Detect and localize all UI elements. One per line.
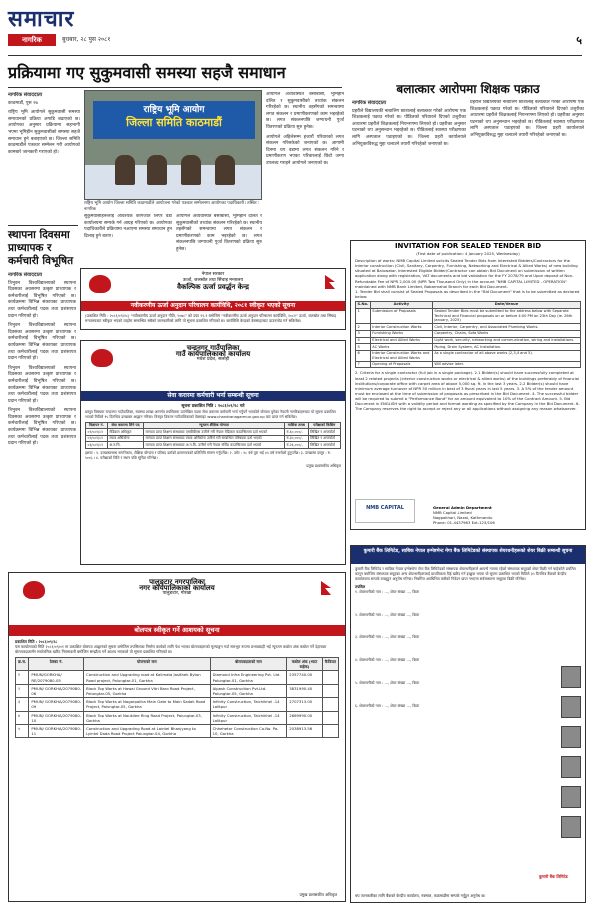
photo-banner-line-1: राष्ट्रिय भूमि आयोग [143, 105, 205, 115]
palungtar-title: बोलपत्र स्वीकृत गर्ने आशयको सूचना [9, 625, 345, 636]
table-cell [322, 671, 338, 684]
palungtar-gov: पालुङटार नगरपालिका [149, 578, 205, 586]
table-header-cell: क्र.स. [16, 658, 29, 671]
main-story-text-4: आयोगले अहिलेसम्म हजारौं परिवारको लगत संकलन गरिसकेको जनाएको छ। आगामी दिनमा थप वडामा लगत संकलन गरिने र प्रमाणीकरण भएका परिवारलाई छिटो जग्गा उपलब्ध गराइने आयोगले जनाएको छ। [266, 134, 344, 166]
table-cell: Black Top Works at Hawai Ground Vitri Baro Road Project, Palungtar-05, Gorkha [84, 684, 210, 697]
aepc-org: वैकल्पिक ऊर्जा प्रवर्द्धन केन्द्र [177, 283, 249, 291]
side-story-text-3: त्रिभुवन विश्वविद्यालयको स्थापना दिवसका अवसरमा उत्कृष्ट प्राध्यापक र कर्मचारीलाई विभूषित गरिएको छ। कार्यक्रममा विभिन्न संकायका प्राध्यापक तथा कर्मचारीलाई पदक तथा प्रशंसापत्र प्रदान गरिएको हो। [8, 365, 76, 404]
table-cell: 3 [356, 330, 371, 337]
right-story-text: प्रहरीले विद्यालयकी नाबालिग छात्रालाई बलात्कार गरेको आरोपमा एक शिक्षकलाई पक्राउ गरेको छ। पीडितको परिवारले दिएको उजुरीका आधारमा प्रहरीले शिक्षकलाई नियन्त्रणमा लिएको हो। प्रहरीका अनुसार घटनाको थप अनुसन्धान भइरहेको छ। पीडितलाई स्वास्थ्य परीक्षणका लागि अस्पताल पठाइएको छ। जिल्ला प्रहरी कार्यालयले अभियुक्तविरुद्ध मुद्दा चलाउने तयारी गरिरहेको जनाएको छ। [352, 108, 466, 147]
table-cell: मान्यता प्राप्त शिक्षण संस्थाबाट ल्याब असिस्टेन्ट उत्तीर्ण गरी सम्बन्धित परिषदमा दर्ता भएको [144, 435, 285, 442]
side-story-byline: नागरिक संवाददाता [8, 272, 43, 278]
table-row [356, 337, 581, 344]
table-row [16, 671, 339, 684]
table-row [356, 361, 581, 368]
tender-contact [433, 505, 495, 525]
seller-item: ३. शेयरधनीको नाम : ..., शेयर संख्या ..., किता [355, 635, 420, 640]
table-cell: PMUN/ GORKHA/2079080-10 [29, 711, 84, 724]
table-cell: ४ [16, 711, 29, 724]
table-cell: Submission of Proposals [370, 308, 432, 324]
kumari-bank-body [355, 567, 581, 727]
nmb-capital-logo: NMB CAPITAL [355, 499, 415, 523]
table-cell: Piping, Drain System, AC Installation. [432, 344, 580, 351]
photo-table [85, 165, 262, 199]
nepal-emblem-icon [91, 349, 113, 367]
kumari-bank-notice [350, 545, 586, 903]
table-cell: 2357740.00 [287, 671, 323, 684]
table-header-cell: S.No. [357, 302, 369, 307]
side-story-headline: स्थापना दिवसमा प्राध्यापक र कर्मचारी विभूषित [8, 229, 74, 267]
side-story-body [8, 272, 76, 564]
side-story-text: त्रिभुवन विश्वविद्यालयको स्थापना दिवसका अवसरमा उत्कृष्ट प्राध्यापक र कर्मचारीलाई विभूषित गरिएको छ। कार्यक्रममा विभिन्न संकायका प्राध्यापक तथा कर्मचारीलाई पदक तथा प्रशंसापत्र प्रदान गरिएको हो। [8, 280, 76, 319]
right-story-column-2 [470, 100, 584, 232]
shareholder-photo [561, 696, 581, 718]
aepc-ministry: ऊर्जा, जलस्रोत तथा सिंचाइ मन्त्रालय [182, 278, 244, 283]
right-story-byline: नागरिक संवाददाता [352, 100, 387, 106]
table-cell: Opening of Proposals [370, 361, 432, 368]
section-label: नागरिक [8, 34, 56, 46]
table-cell: Infinity Construction, Talchikhel -14 Lalitpur [210, 711, 287, 724]
table-cell: Interior Construction Works [370, 324, 432, 331]
table-row [356, 350, 581, 361]
table-header-cell: ठेक्का नं. [29, 658, 84, 671]
table-row [356, 344, 581, 351]
table-row [16, 684, 339, 697]
main-story-column-1 [8, 92, 80, 220]
table-header-cell: मासिक तलब [284, 422, 308, 429]
chandranagar-notes: द्रष्टव्य : १. दरखास्तसाथ नागरिकता, शैक्षिक योग्यता र परिषद दर्ताको प्रमाणपत्रको प्रतिलिपि संलग्न गर्नुपर्नेछ। २. उमेर : १८ वर्ष पूरा भई ४५ वर्ष ननाघेको हुनुपर्नेछ। ३. दरखास्त दस्तुर : रु. ५००/-। ४. परीक्षाको मिति र स्थान पछि सूचित गरिनेछ। [85, 450, 332, 460]
shareholder-photo [561, 816, 581, 838]
table-header-cell: Date/Venue [432, 301, 580, 308]
table-row [356, 330, 581, 337]
page-number: ५ [576, 34, 582, 47]
table-cell: Construction and Upgrading road at Kalimata Jasithek Byton Road project, Palungtar-01, Gorkha [84, 671, 210, 684]
table-cell: रु.३०,०००/- [284, 435, 308, 442]
seller-list [355, 590, 581, 709]
photo-person [181, 155, 201, 185]
photo-person [115, 155, 135, 185]
table-row [16, 698, 339, 711]
table-header-cell: न्यूनतम शैक्षिक योग्यता [144, 422, 285, 429]
table-cell: ल्याब असिस्टेन्ट [107, 435, 143, 442]
table-header-cell: विज्ञापन नं. [86, 422, 108, 429]
table-cell: १ [16, 671, 29, 684]
table-cell: 1 [356, 308, 371, 324]
table-cell: Will advise later. [432, 361, 580, 368]
side-story-text-2: त्रिभुवन विश्वविद्यालयको स्थापना दिवसका अवसरमा उत्कृष्ट प्राध्यापक र कर्मचारीलाई विभूषित गरिएको छ। कार्यक्रममा विभिन्न संकायका प्राध्यापक तथा कर्मचारीलाई पदक तथा प्रशंसापत्र प्रदान गरिएको हो। [8, 323, 76, 362]
table-cell: PMUN/ GORKHA/2079080-06 [29, 684, 84, 697]
main-story-text-2: आयोगले अव्यवस्थित बसोबासी, भूमिहीन दलित र सुकुमवासीको तथ्यांक संकलन गरिरहेको छ। स्थानीय तहसँगको समन्वयमा लगत संकलन र प्रमाणीकरणको काम भइरहेको छ। लगत संकलनपछि जग्गाधनी पुर्जा वितरणको प्रक्रिया सुरु हुनेछ। [266, 92, 344, 130]
aepc-title: नवीकरणीय ऊर्जा अनुदान परिचालन कार्यविधि, २०८१ स्वीकृत भएको सूचना [81, 301, 345, 311]
table-cell: Construction and Upgrading Road at Laintel Bhanjyang to Lyintel Dada Road Project Palungtar-04, Gorkha [84, 725, 210, 738]
palungtar-intro: यस कार्यालयको मिति २०८१/०९/०१ मा प्रकाशित बोलपत्र आह्वानको सूचना बमोजिम तपसिलका निर्माण कार्यको लागि पेश भएका बोलपत्रहरूको मूल्याङ्कन गर्दा सारभूत रूपमा प्रभावग्राही भई न्यूनतम कबोल अंक कबोल गर्ने देहायका बोलपत्रदातासँग सार्वजनिक खरिद नियमावली बमोजिम सम्झौता गर्ने आशय भएकाले यो सूचना प्रकाशित गरिएको छ। [15, 644, 327, 654]
table-cell: लिखित र अन्तर्वार्ता [308, 442, 340, 449]
nepal-emblem-icon [89, 275, 111, 293]
table-cell: २ [16, 684, 29, 697]
tender-publication-date: (First date of publication: 4 January 2025, Wednesday) [416, 251, 520, 257]
table-header-cell: कैफियत [322, 658, 338, 671]
tender-phone: Phone: 01-4437963 Ext-123/106 [433, 520, 495, 525]
table-header-cell: Activity [370, 301, 432, 308]
photo-caption: राष्ट्रिय भूमि आयोग जिल्ला समिति काठमाडौंले आयोजना गरेको पत्रकार सम्मेलनमा आयोगका पदाधिकारी। तस्बिर : नागरिक [84, 201, 260, 212]
shareholder-photo [561, 726, 581, 748]
table-cell: As a single contractor of all above works (2,3,4 and 5). [432, 350, 580, 361]
tender-schedule-table [355, 301, 581, 369]
palungtar-signature: प्रमुख प्रशासकीय अधिकृत [299, 892, 337, 897]
table-cell: Interior Construction Works and Electrical and Allied Works [370, 350, 432, 361]
table-cell: मान्यता प्राप्त शिक्षण संस्थाबाट अ.न.मि. उत्तीर्ण गरी नेपाल नर्सिङ काउन्सिलमा दर्ता भएको [144, 442, 285, 449]
table-cell: लिखित र अन्तर्वार्ता [308, 435, 340, 442]
table-cell: Diamond Infra Engineering Pvt. Ltd. Palungtar-01, Gorkha [210, 671, 287, 684]
chandranagar-title: सेवा करारमा कर्मचारी भर्ना सम्बन्धी सूचना [81, 391, 345, 401]
shareholder-photo [561, 756, 581, 778]
table-cell: PMUN/ GORKHA/2079080-11 [29, 725, 84, 738]
divider [8, 225, 78, 226]
table-cell: PMUN/GORKHA/ RE/2079080-05 [29, 671, 84, 684]
masthead [8, 6, 582, 56]
aepc-text: "नवीकरणीय ऊर्जा अनुदान नीति, २०७८" को दफा ११.१ बमोजिम "नवीकरणीय ऊर्जा अनुदान परिचालन कार्यविधि, २०८१" ऊर्जा, जलस्रोत तथा सिंचाइ मन्त्रालयबाट स्वीकृत भएको व्यहोरा सम्बन्धित सबैको जानकारीको लागि यो सूचना प्रकाशित गरिएको छ। कार्यविधि केन्द्रको वेबसाइटबाट डाउनलोड गर्न सकिनेछ। [85, 313, 337, 323]
seller-item: ५. शेयरधनीको नाम : ..., शेयर संख्या ..., किता [355, 681, 420, 686]
table-row [86, 435, 341, 442]
table-cell: Light work, security, networking and communication, wiring and installations. [432, 337, 580, 344]
table-cell [322, 725, 338, 738]
tender-contact-dept: General Admin Department [433, 505, 492, 510]
main-story-text-1: राष्ट्रिय भूमि आयोगले सुकुमवासी समस्या समाधानको प्रक्रिया अगाडि बढाएको छ। आयोगका अनुसार प्रक्रियामा सहभागी भएमा भूमिहीन सुकुमवासीको समस्या सहजै समाधान हुने बताइएको छ। जिल्ला समिति काठमाडौंले पत्रकार सम्मेलन गरी आयोगको कामबारे जानकारी गराएको हो। [8, 110, 80, 155]
table-row [16, 711, 339, 724]
table-header-cell: योजनाको नाम [84, 658, 210, 671]
palungtar-body [15, 639, 339, 738]
table-cell: 3831990.40 [287, 684, 323, 697]
main-story-column-4 [176, 214, 262, 264]
issue-date: बुधबार, २८ पुस २०८१ [62, 36, 111, 43]
table-cell: Black Top Works at Naukilee Ring Road Project, Palungtar-03, Gorkha [84, 711, 210, 724]
table-cell: रु.६०,०००/- [284, 429, 308, 436]
vacancy-table [85, 422, 341, 449]
palungtar-address: पालुङटार, गोरखा [162, 591, 192, 596]
shareholder-photo [561, 666, 581, 688]
main-story-text-3: सुकुमवासीहरूलाई आवश्यक कागजात लिएर वडा कार्यालयमा सम्पर्क गर्न आग्रह गरिएको छ। आयोगका पदाधिकारीले प्रक्रियामा नआएमा समस्या समाधान हुन ढिलाइ हुने बताए। [84, 214, 172, 239]
table-cell: 5 [356, 344, 371, 351]
seller-item: १. शेयरधनीको नाम : ..., शेयर संख्या ..., किता [355, 589, 420, 594]
bid-award-table [15, 657, 339, 738]
table-cell: Infinity Construction, Talchikhel -14 Lalitpur [210, 698, 287, 711]
seller-item: ६. शेयरधनीको नाम : ..., शेयर संख्या ..., किता [355, 704, 420, 709]
kumari-bank-text: कुमारी बैंक लिमिटेड र साबिक नेपाल इन्भेष्टमेन्ट मेगा बैंक लिमिटेडको संस्थापक शेयरधनीहरूले आफ्नो नाममा रहेको संस्थापक समूहको शेयर बिक्री गर्न चाहेकोले प्रचलित कानून बमोजिम संस्थापक समूहका अन्य शेयरधनीहरूलाई प्राथमिकता दिई खरिद गर्न इच्छुक भएमा यो सूचना प्रकाशित भएको मितिले ३५ दिनभित्र बैंकको केन्द्रीय कार्यालयमा सम्पर्क राख्नुहुन अनुरोध गरिन्छ। निर्धारित अवधिभित्र कसैको निवेदन प्राप्त नभएमा सर्वसाधारण समूहमा बिक्री गरिनेछ। [355, 567, 576, 581]
table-cell: अ.न.मि. [107, 442, 143, 449]
kumari-bank-logo: कुमारी बैंक लिमिटेड [539, 874, 568, 879]
table-cell: 2038913.56 [287, 725, 323, 738]
table-cell: रु.२६,०००/- [284, 442, 308, 449]
table-header-cell: बोलपत्रदाताको नाम [210, 658, 287, 671]
table-cell: 7 [356, 361, 371, 368]
chandranagar-office: गाउँ कार्यपालिकाको कार्यालय [175, 350, 251, 358]
chandranagar-header [81, 341, 345, 363]
table-cell: ०१/०८१/८२ [86, 429, 108, 436]
table-cell: ५ [16, 725, 29, 738]
right-story-column-1 [352, 100, 466, 232]
photo-person [215, 155, 235, 185]
palungtar-notice [8, 572, 346, 902]
table-header-cell: कबोल अंक (भ्याट बाहेक) [287, 658, 323, 671]
chandranagar-gov: चन्द्रनगर गाउँपालिका [186, 344, 240, 352]
main-headline: प्रक्रियामा गए सुकुमवासी समस्या सहजै समाधान [8, 62, 342, 88]
main-story-dateline: काठमाडौं, पुस २७ [8, 100, 38, 106]
aepc-pubdate: (प्रकाशित मिति : २०८१/०९/२८) [85, 313, 130, 318]
table-header-cell: परीक्षाको किसिम [308, 422, 340, 429]
tender-address: Nagpokhari, Naxal, Kathmandu [433, 515, 493, 520]
table-cell: 2 [356, 324, 371, 331]
chandranagar-signature: प्रमुख प्रशासकीय अधिकृत [306, 463, 341, 468]
aepc-header [81, 269, 345, 290]
right-story-text-2: प्रहरीले विद्यालयकी नाबालिग छात्रालाई बलात्कार गरेको आरोपमा एक शिक्षकलाई पक्राउ गरेको छ। पीडितको परिवारले दिएको उजुरीका आधारमा प्रहरीले शिक्षकलाई नियन्त्रणमा लिएको हो। प्रहरीका अनुसार घटनाको थप अनुसन्धान भइरहेको छ। पीडितलाई स्वास्थ्य परीक्षणका लागि अस्पताल पठाइएको छ। जिल्ला प्रहरी कार्यालयले अभियुक्तविरुद्ध मुद्दा चलाउने तयारी गरिरहेको जनाएको छ। [470, 100, 584, 138]
table-cell: ३ [16, 698, 29, 711]
table-cell [322, 684, 338, 697]
table-cell: ०३/०८१/८२ [86, 442, 108, 449]
table-cell: PMUN/ GORKHA/2079080-09 [29, 698, 84, 711]
table-cell: Sealed Tender Bids must be submitted to the address below with Separate Technical and Financial proposals on or before 4:00 PM on 23th Day (ie. 26th January, 2025) [432, 308, 580, 324]
table-cell: मेडिकल अधिकृत [107, 429, 143, 436]
palungtar-header [9, 573, 345, 597]
table-cell: 2707313.00 [287, 698, 323, 711]
sealed-tender-notice [350, 240, 586, 530]
table-cell: Furnishing Works [370, 330, 432, 337]
shareholder-photo [561, 786, 581, 808]
table-cell: लिखित र अन्तर्वार्ता [308, 429, 340, 436]
table-cell: AC Works [370, 344, 432, 351]
press-conference-photo [84, 90, 262, 200]
table-cell [322, 711, 338, 724]
table-row [356, 308, 581, 324]
palungtar-pubdate: प्रकाशित मिति : २०८१/०९/२८ [15, 639, 58, 644]
table-row [16, 725, 339, 738]
table-cell: Black Top Works at Nagarpalika Main Gate to Main Sadak Road Project, Palungtar-05, Gorkha [84, 698, 210, 711]
nepal-emblem-icon [23, 581, 45, 599]
table-cell [322, 698, 338, 711]
photo-banner [93, 101, 255, 139]
aepc-body [85, 313, 341, 323]
table-cell: Civil, Interior, Carpentry, and Associated Plumbing Works. [432, 324, 580, 331]
photo-banner-line-2: जिल्ला समिति काठमाडौं [126, 116, 222, 130]
tender-note: 1. Tender Bid shall consist of Sealed Proposals as described in the "Bid Document" that is to be submitted as declared below: [355, 288, 580, 299]
main-story-byline: नागरिक संवाददाता [8, 92, 43, 98]
main-story-text-2b: आयोगले अव्यवस्थित बसोबासी, भूमिहीन दलित र सुकुमवासीको तथ्यांक संकलन गरिरहेको छ। स्थानीय तहसँगको समन्वयमा लगत संकलन र प्रमाणीकरणको काम भइरहेको छ। लगत संकलनपछि जग्गाधनी पुर्जा वितरणको प्रक्रिया सुरु हुनेछ। [176, 214, 262, 252]
table-cell: Carpentry, Chairs, Sofa Works [432, 330, 580, 337]
tender-conditions: 2. Criteria for a single contractor (full job in a single package). 2.1 Bidder(s) should have successfully completed at least 2 related projects (interior construction works or electrical & allied works) of the buildings preferably of financial institutions/corporate office with carpet area of above 5,000 sq. ft. in the last 3 years. 2.2 Bidder(s) should have minimum average turnover of NPR 30 million in best of 3 fiscal years in last 5 years. 3. A 5% of the tender amount must be enclosed at the time of submission of proposals as prescribed in the Bid Document. 4. The successful bidder will be required to submit a "Performance Bond" for an amount equivalent to 10% of the Contract Amount. 5. Bid Document in ENGLISH with a validity period and format wording as specified by the Company in the Bid Document. 6. The Company reserves the right to accept or reject any or all applications without assigning any reason whatsoever. [355, 370, 580, 412]
table-cell: 6 [356, 350, 371, 361]
table-cell: Electrical and Allied Works [370, 337, 432, 344]
tender-intro: Description of works: NMB Capital Limited solicits Sealed Tender Bids from Interested Bidders/Contractors for the Interior construction (Civil, Sanitary, Carpentry, Furnishing, Networking and Electrical & Allied Works) of new building situated at Baluwatar. Interested Eligible Bidder/Contractor can obtain Bid Document on submission of written application along with registration, VAT documents and bid validation for the FY 2078/79 and Upon deposit of Non-Refundable Fee of NPR 2,000.00 (NPR Two Thousand Only) in the account "NMB CAPITAL LIMITED - OPERATION" maintained with NMB Bank Limited, Babarmahal Branch for each Bid Document. [355, 258, 578, 289]
table-cell: 4 [356, 337, 371, 344]
table-cell: ०२/०८१/८२ [86, 435, 108, 442]
main-story-column-2 [266, 92, 344, 262]
table-header-cell: सेवा करारमा लिने पद [107, 422, 143, 429]
table-cell: 2669990.00 [287, 711, 323, 724]
table-cell: मान्यता प्राप्त शिक्षण संस्थाबाट एमबीबीएस उत्तीर्ण गरी नेपाल मेडिकल काउन्सिलमा दर्ता भएको [144, 429, 285, 436]
tender-title: INVITATION FOR SEALED TENDER BID [394, 242, 542, 250]
side-story-text-4: त्रिभुवन विश्वविद्यालयको स्थापना दिवसका अवसरमा उत्कृष्ट प्राध्यापक र कर्मचारीलाई विभूषित गरिएको छ। कार्यक्रममा विभिन्न संकायका प्राध्यापक तथा कर्मचारीलाई पदक तथा प्रशंसापत्र प्रदान गरिएको हो। [8, 408, 76, 447]
chandranagar-intro: प्रस्तुत विषयमा चन्द्रनगर गाउँपालिका, स्वास्थ्य शाखा अन्तर्गत तपसिलमा उल्लेखित पदमा सेवा करारमा कर्मचारी भर्ना गर्नुपर्ने भएकोले योग्यता पुगेका नेपाली नागरिकहरूबाट यो सूचना प्रकाशित भएको मितिले १५ दिनभित्र दरखास्त आह्वान गरिन्छ। विस्तृत विवरण गाउँपालिकाको वेबसाइट www.chandranagarmun.gov.np बाट प्राप्त गर्न सकिनेछ। [85, 410, 336, 419]
main-story-column-3 [84, 214, 172, 264]
aepc-gov: नेपाल सरकार [201, 272, 225, 277]
table-row [86, 429, 341, 436]
table-row [86, 442, 341, 449]
palungtar-office: नगर कार्यपालिकाको कार्यालय [139, 584, 215, 592]
kumari-bank-sellers-title: तपसिल [355, 584, 366, 589]
table-row [356, 324, 581, 331]
kumari-bank-title: कुमारी बैंक लिमिटेड, साबिक नेपाल इन्भेष्टमेन्ट मेगा बैंक लिमिटेडको संस्थापक शेयरधनीहरूको शेयर बिक्री सम्बन्धी सूचना [351, 546, 585, 564]
table-cell: Chhehetor Construction Co.No. Pa-10, Gorkha [210, 725, 287, 738]
chandranagar-notice [80, 340, 346, 565]
aepc-notice [80, 268, 346, 330]
chandranagar-body [85, 410, 341, 468]
chandranagar-address: मधेश प्रदेश, सर्लाही [196, 357, 230, 362]
seller-item: ४. शेयरधनीको नाम : ..., शेयर संख्या ..., किता [355, 658, 420, 663]
right-story-headline: बलात्कार आरोपमा शिक्षक पक्राउ [396, 82, 540, 96]
kumari-bank-footer: थप जानकारीका लागि बैंकको केन्द्रीय कार्यालय, नक्साल, काठमाडौंमा सम्पर्क गर्नुहुन अनुरोध छ। [355, 893, 486, 898]
seller-item: २. शेयरधनीको नाम : ..., शेयर संख्या ..., किता [355, 612, 420, 617]
photo-person [147, 155, 167, 185]
newspaper-logo: समाचार [8, 6, 75, 32]
table-cell: Alpash Construction Pvt.Ltd. Palungtar-05, Gorkha [210, 684, 287, 697]
chandranagar-pubdate: सूचना प्रकाशित मिति : २०८१/०९/२८ गते [181, 403, 245, 408]
tender-company: NMB Capital Limited [433, 510, 472, 515]
